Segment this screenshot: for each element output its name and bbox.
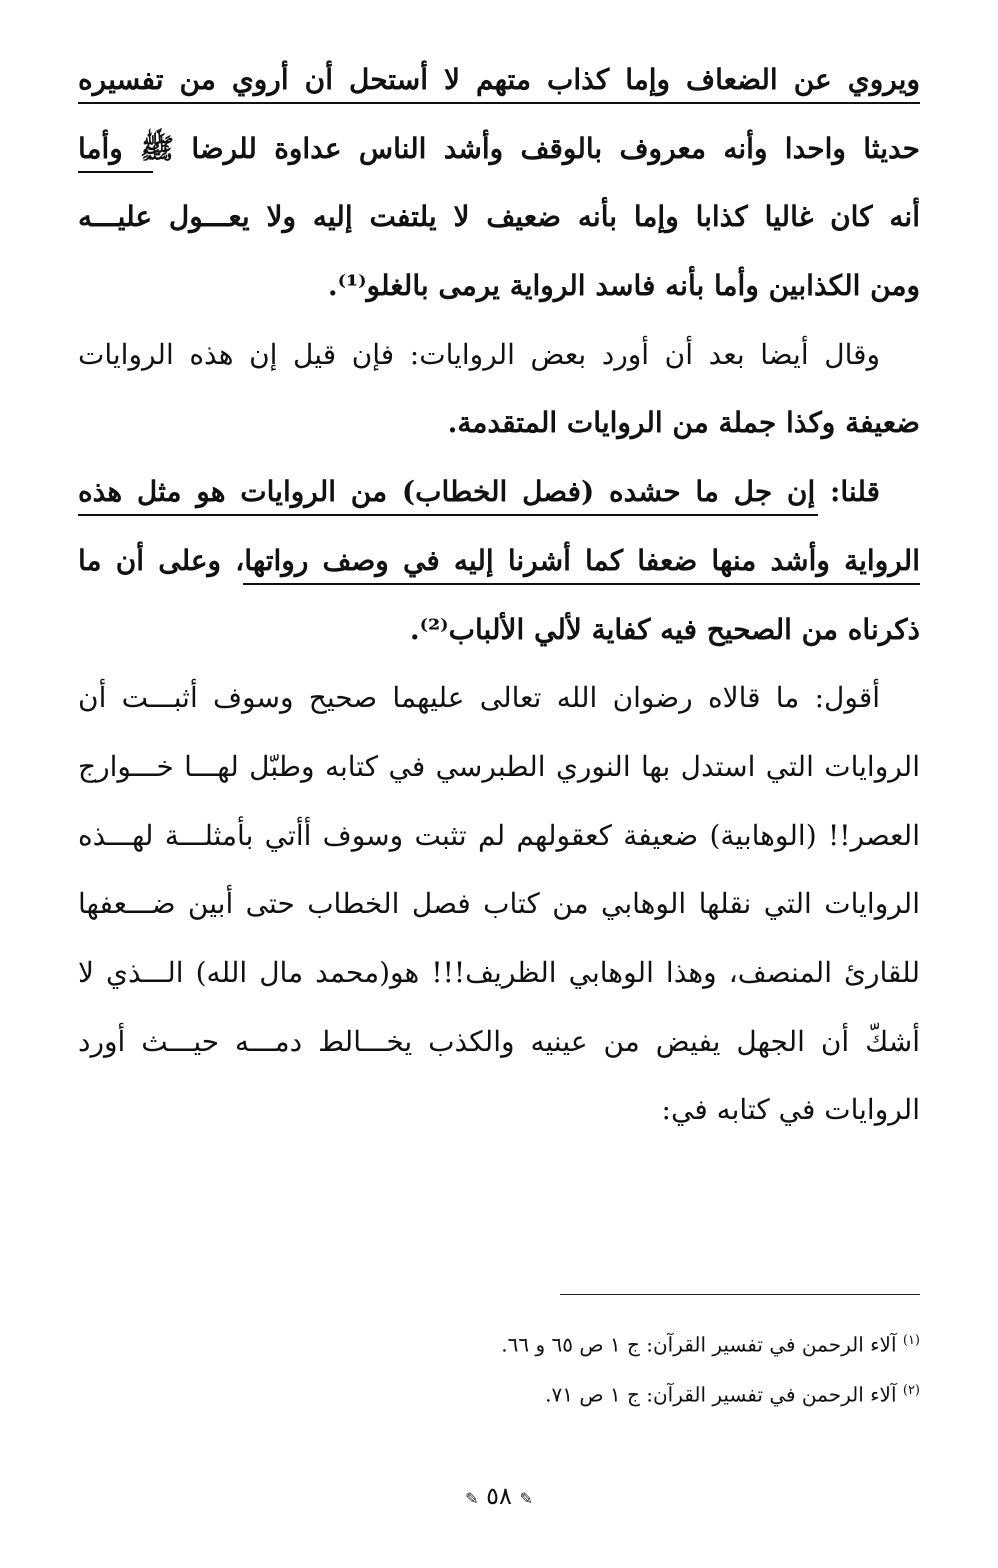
text-line [78, 739, 920, 808]
footnote-text: آلاء الرحمن في تفسير القرآن: ج ١ ص ٧١. [545, 1382, 897, 1407]
text-line [78, 876, 920, 945]
text-line [78, 1082, 920, 1151]
underline [78, 171, 153, 173]
line-text: ومن الكذابين وأما بأنه فاسد الرواية يرمى بالغلو⁽¹⁾. [327, 269, 920, 303]
footnote-item [78, 1318, 920, 1368]
text-line [78, 602, 920, 671]
line-text: للقارئ المنصف، وهذا الوهابي الظريف!!! هو(محمد مال الله) الـــذي لا [78, 955, 920, 989]
line-text: الرواية وأشد منها ضعفا كما أشرنا إليه في وصف رواتها، وعلى أن ما [78, 543, 920, 577]
text-line [78, 464, 920, 533]
main-text [78, 52, 920, 1151]
line-text: ذكرناه من الصحيح فيه كفاية لألي الألباب⁽²⁾. [409, 612, 920, 646]
footnote-separator [560, 1294, 920, 1295]
text-line [78, 52, 920, 121]
text-line [78, 327, 920, 396]
underline [78, 102, 920, 104]
underline [78, 514, 818, 516]
text-line [78, 808, 920, 877]
line-text: ضعيفة وكذا جملة من الروايات المتقدمة. [447, 406, 920, 440]
line-text: الروايات التي نقلها الوهابي من كتاب فصل الخطاب حتى أبين ضـــعفها [78, 887, 920, 921]
footnotes [78, 1318, 920, 1417]
line-text: العصر!! (الوهابية) ضعيفة كعقولهم لم تثبت وسوف أأتي بأمثلـــة لهـــذه [78, 818, 920, 852]
footnote-marker: (٢) [902, 1382, 920, 1398]
page-number [0, 1482, 998, 1510]
line-text: قلنا: إن جل ما حشده (فصل الخطاب) من الروايات هو مثل هذه [78, 475, 880, 509]
line-text: أقول: ما قالاه رضوان الله تعالى عليهما صحيح وسوف أثبـــت أن [78, 681, 880, 715]
text-line [78, 533, 920, 602]
line-text: الروايات التي استدل بها النوري الطبرسي في كتابه وطبّل لهـــا خـــوارج [78, 749, 920, 783]
ornament-icon: ✎ [519, 1489, 533, 1508]
page-number-value: ٥٨ [486, 1482, 512, 1510]
text-line [78, 189, 920, 258]
text-line [78, 121, 920, 190]
ornament-icon: ✎ [465, 1489, 479, 1508]
footnote-marker: (١) [902, 1333, 920, 1348]
text-line [78, 258, 920, 327]
text-line [78, 1014, 920, 1083]
line-text: الروايات في كتابه في: [661, 1093, 920, 1127]
line-text: حديثا واحدا وأنه معروف بالوقف وأشد الناس عداوة للرضا ﷺ وأما [78, 131, 920, 165]
text-line [78, 945, 920, 1014]
footnote-text: آلاء الرحمن في تفسير القرآن: ج ١ ص ٦٥ و ٦٦. [501, 1332, 897, 1357]
footnote-item [78, 1368, 920, 1418]
line-text: أنه كان غاليا كذابا وإما بأنه ضعيف لا يلتفت إليه ولا يعـــول عليـــه [78, 200, 920, 234]
line-text: أشكّ أن الجهل يفيض من عينيه والكذب يخـــالط دمـــه حيـــث أورد [78, 1024, 920, 1058]
underline [243, 583, 920, 585]
line-text: وقال أيضا بعد أن أورد بعض الروايات: فإن قيل إن هذه الروايات [78, 337, 881, 371]
text-line [78, 395, 920, 464]
text-line [78, 670, 920, 739]
line-text: ويروي عن الضعاف وإما كذاب متهم لا أستحل أن أروي من تفسيره [78, 63, 920, 96]
